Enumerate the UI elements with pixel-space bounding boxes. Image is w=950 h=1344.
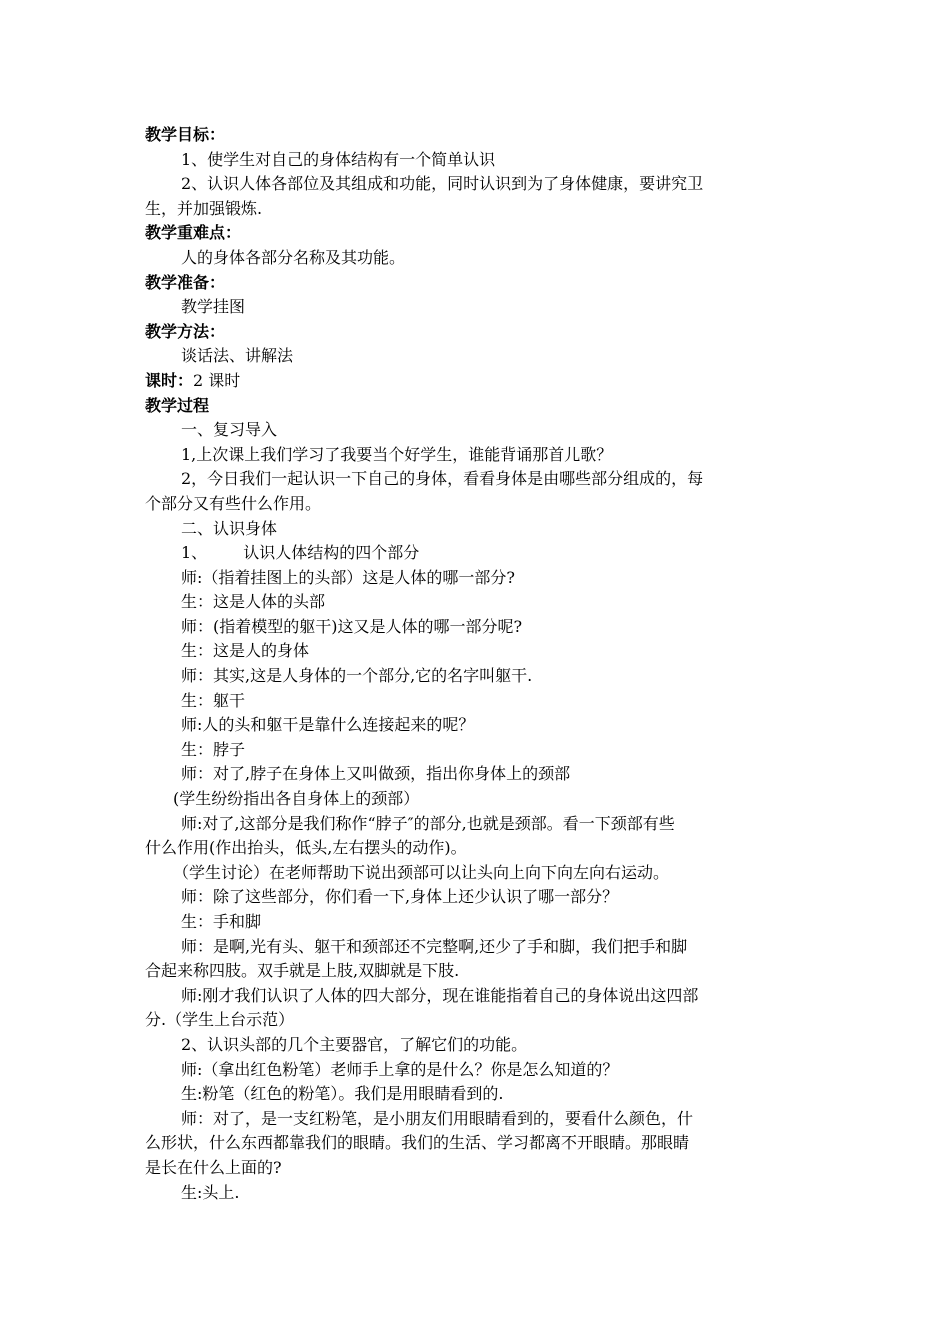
key-points-text: 人的身体各部分名称及其功能。 [181,247,406,267]
class-hours [145,369,815,394]
process-line: 是长在什么上面的? [145,1157,282,1177]
process-line: 什么作用(作出抬头，低头,左右摆头的动作)。 [145,838,467,858]
key-points-heading: 教学重难点： [145,223,242,243]
process-heading: 教学过程 [145,395,210,415]
process-line: 师：是啊,光有头、躯干和颈部还不完整啊,还少了手和脚，我们把手和脚 [181,936,688,956]
list-text: 认识人体结构的四个部分 [243,543,420,563]
process-line: 一、复习导入 [181,420,278,440]
process-line: 师:对了,这部分是我们称作“脖子″的部分,也就是颈部。看一下颈部有些 [181,813,675,833]
process-line: 么形状，什么东西都靠我们的眼睛。我们的生活、学习都离不开眼睛。那眼睛 [145,1133,690,1153]
preparation-text: 教学挂图 [181,297,246,317]
document-page [145,123,815,1205]
goal-1: 1、使学生对自己的身体结构有一个简单认识 [181,149,496,169]
class-hours-label: 课时： [145,370,194,390]
process-line: 师：对了，是一支红粉笔，是小朋友们用眼睛看到的，要看什么颜色，什 [181,1108,694,1128]
process-line: 个部分又有些什么作用。 [145,493,322,513]
process-line: 生：躯干 [181,690,246,710]
process-line: 师:人的头和躯干是靠什么连接起来的呢？ [181,715,475,735]
class-hours-value: 2 课时 [193,370,241,390]
process-line: 师：除了这些部分，你们看一下,身体上还少认识了哪一部分？ [181,887,619,907]
process-line [145,541,815,566]
process-line: 生：这是人的身体 [181,641,310,661]
process-line: 合起来称四肢。双手就是上肢,双脚就是下肢. [145,961,460,981]
process-line: (学生纷纷指出各自身体上的颈部） [173,789,420,809]
goal-2-line-1: 2、认识人体各部位及其组成和功能，同时认识到为了身体健康，要讲究卫 [181,174,704,194]
method-text: 谈话法、讲解法 [181,346,294,366]
process-line: 分.（学生上台示范） [145,1010,295,1030]
process-line: 师：其实,这是人身体的一个部分,它的名字叫躯干. [181,666,533,686]
process-line: 生：手和脚 [181,912,262,931]
process-line: 师：对了,脖子在身体上又叫做颈，指出你身体上的颈部 [181,764,571,784]
process-line: 生：这是人体的头部 [181,592,326,612]
process-line: 生:头上. [181,1182,240,1202]
process-line: （学生讨论）在老师帮助下说出颈部可以让头向上向下向左向右运动。 [173,862,670,882]
process-line: 2，今日我们一起认识一下自己的身体，看看身体是由哪些部分组成的，每 [181,469,704,489]
process-line: 生:粉笔（红色的粉笔）。我们是用眼睛看到的. [181,1084,504,1104]
preparation-heading: 教学准备： [145,272,226,292]
process-line: 2、认识头部的几个主要器官，了解它们的功能。 [181,1034,528,1054]
method-heading: 教学方法： [145,321,226,341]
process-line: 师:刚才我们认识了人体的四大部分，现在谁能指着自己的身体说出这四部 [181,985,699,1005]
process-line: 二、认识身体 [181,518,278,538]
process-line: 师:（指着挂图上的头部）这是人体的哪一部分? [181,567,515,587]
process-line: 生：脖子 [181,739,246,759]
goal-2-line-2: 生，并加强锻炼. [145,198,263,218]
process-line: 1,上次课上我们学习了我要当个好学生，谁能背诵那首儿歌？ [181,444,613,464]
list-number: 1、 [181,543,208,563]
process-line: 师：(指着模型的躯干)这又是人体的哪一部分呢? [181,616,523,636]
goals-heading: 教学目标： [145,125,226,144]
process-line: 师:（拿出红色粉笔）老师手上拿的是什么？你是怎么知道的？ [181,1059,619,1079]
